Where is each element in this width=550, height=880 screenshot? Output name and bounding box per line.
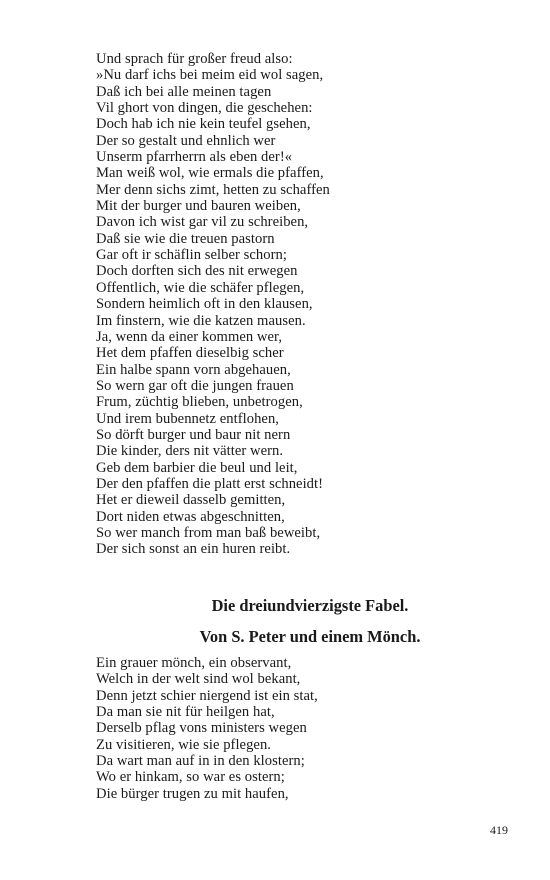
page-number: 419 bbox=[490, 823, 508, 837]
verse-line: So wer manch from man baß beweibt, bbox=[96, 524, 321, 541]
verse-line: Da man sie nit für heilgen hat, bbox=[96, 704, 275, 721]
verse-line: Und sprach für großer freud also: bbox=[96, 51, 293, 67]
verse-line: Denn jetzt schier niergend ist ein stat, bbox=[96, 687, 318, 704]
verse-line: Geb dem barbier die beul und leit, bbox=[96, 459, 298, 476]
verse-line: So wern gar oft die jungen frauen bbox=[96, 377, 294, 394]
verse-line: Davon ich wist gar vil zu schreiben, bbox=[96, 214, 309, 231]
verse-line: Unserm pfarrherrn als eben der!« bbox=[96, 149, 293, 166]
verse-line: Gar oft ir schäflin selber schorn; bbox=[96, 247, 287, 264]
poem-stanza-1 bbox=[96, 51, 516, 558]
verse-line: Frum, züchtig blieben, unbetrogen, bbox=[96, 394, 303, 411]
verse-line: So dörft burger und baur nit nern bbox=[96, 426, 291, 443]
verse-line: Derselb pflag vons ministers wegen bbox=[96, 720, 307, 737]
verse-line: Der den pfaffen die platt erst schneidt! bbox=[96, 475, 324, 492]
verse-line: Daß sie wie die treuen pastorn bbox=[96, 230, 275, 247]
verse-line: Ja, wenn da einer kommen wer, bbox=[96, 328, 283, 345]
verse-line: Im finstern, wie die katzen mausen. bbox=[96, 312, 306, 329]
fable-heading: Die dreiundvierzigste Fabel. bbox=[211, 596, 409, 615]
verse-line: Und irem bubennetz entflohen, bbox=[96, 410, 280, 427]
verse-line: Der sich sonst an ein huren reibt. bbox=[96, 541, 291, 558]
verse-line: Het er dieweil dasselb gemitten, bbox=[96, 492, 286, 509]
verse-line: Wo er hinkam, so war es ostern; bbox=[96, 769, 285, 786]
fable-subheading: Von S. Peter und einem Mönch. bbox=[199, 627, 421, 646]
verse-line: Sondern heimlich oft in den klausen, bbox=[96, 296, 313, 313]
verse-line: Da wart man auf in in den klostern; bbox=[96, 753, 305, 770]
poem-stanza-2 bbox=[96, 655, 516, 802]
verse-line: Ein grauer mönch, ein observant, bbox=[96, 655, 292, 671]
verse-line: Die kinder, ders nit vätter wern. bbox=[96, 443, 284, 460]
verse-line: Welch in der welt sind wol bekant, bbox=[96, 671, 301, 688]
verse-line: Zu visitieren, wie sie pflegen. bbox=[96, 736, 272, 753]
verse-line: Doch hab ich nie kein teufel gsehen, bbox=[96, 116, 311, 133]
verse-line: Daß ich bei alle meinen tagen bbox=[96, 83, 272, 100]
verse-line: Het dem pfaffen dieselbig scher bbox=[96, 345, 284, 362]
verse-line: Offentlich, wie die schäfer pflegen, bbox=[96, 279, 305, 296]
verse-line: Die bürger trugen zu mit haufen, bbox=[96, 785, 289, 802]
verse-line: Dort niden etwas abgeschnitten, bbox=[96, 508, 285, 525]
verse-line: Vil ghort von dingen, die geschehen: bbox=[96, 100, 313, 117]
verse-line: Doch dorften sich des nit erwegen bbox=[96, 263, 298, 280]
verse-line: Mer denn sichs zimt, hetten zu schaffen bbox=[96, 181, 330, 198]
verse-line: Mit der burger und bauren weiben, bbox=[96, 198, 301, 215]
verse-line: »Nu darf ichs bei meim eid wol sagen, bbox=[96, 67, 324, 84]
verse-line: Ein halbe spann vorn abgehauen, bbox=[96, 361, 291, 378]
verse-line: Man weiß wol, wie ermals die pfaffen, bbox=[96, 165, 324, 182]
verse-line: Der so gestalt und ehnlich wer bbox=[96, 132, 276, 149]
